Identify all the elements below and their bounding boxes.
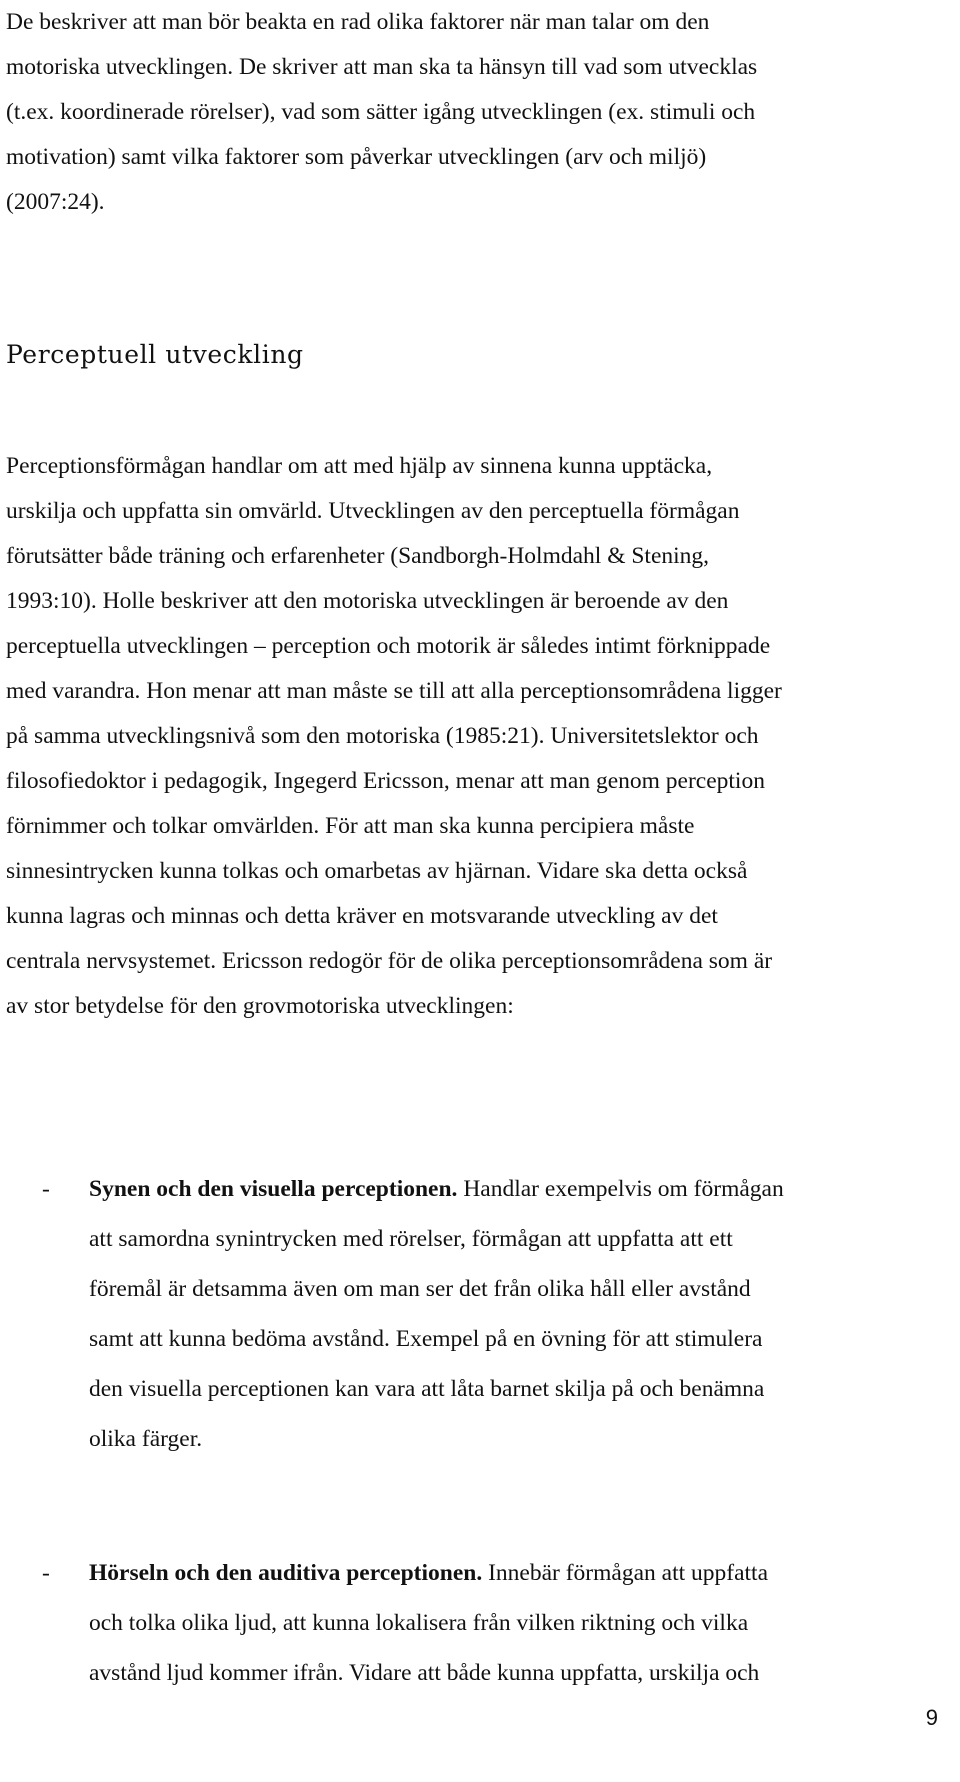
list-item-line: olika färger.	[89, 1426, 203, 1452]
main-line: sinnesintrycken kunna tolkas och omarbetas av hjärnan. Vidare ska detta också	[6, 858, 748, 884]
list-item-line: och tolka olika ljud, att kunna lokalisera från vilken riktning och vilka	[89, 1610, 749, 1636]
main-line: urskilja och uppfatta sin omvärld. Utvecklingen av den perceptuella förmågan	[6, 498, 740, 524]
list-item-auditory-perception	[6, 1548, 919, 1698]
list-item-line: avstånd ljud kommer ifrån. Vidare att både kunna uppfatta, urskilja och	[89, 1660, 760, 1686]
page-number: 9	[925, 1705, 938, 1730]
list-item-term: Hörseln och den auditiva perceptionen.	[89, 1560, 483, 1586]
main-line: på samma utvecklingsnivå som den motoriska (1985:21). Universitetslektor och	[6, 723, 759, 749]
list-item-term: Synen och den visuella perceptionen.	[89, 1176, 458, 1202]
section-heading: Perceptuell utveckling	[6, 340, 304, 369]
intro-line: De beskriver att man bör beakta en rad olika faktorer när man talar om den	[6, 9, 710, 35]
list-item-line: samt att kunna bedöma avstånd. Exempel på en övning för att stimulera	[89, 1326, 763, 1352]
list-item-text: Handlar exempelvis om förmågan	[457, 1176, 784, 1202]
list-dash: -	[42, 1560, 50, 1586]
main-line: Perceptionsförmågan handlar om att med hjälp av sinnena kunna upptäcka,	[6, 453, 713, 479]
list-item-visual-perception	[6, 1164, 919, 1464]
main-line: centrala nervsystemet. Ericsson redogör för de olika perceptionsområdena som är	[6, 948, 773, 974]
intro-line: (2007:24).	[6, 189, 105, 215]
intro-line: motivation) samt vilka faktorer som påverkar utvecklingen (arv och miljö)	[6, 144, 707, 170]
list-item-line: att samordna synintrycken med rörelser, förmågan att uppfatta att ett	[89, 1226, 733, 1252]
main-line: med varandra. Hon menar att man måste se till att alla perceptionsområdena ligger	[6, 678, 782, 704]
list-item-first-line	[89, 1548, 919, 1598]
main-line: perceptuella utvecklingen – perception och motorik är således intimt förknippade	[6, 633, 771, 659]
list-item-line: föremål är detsamma även om man ser det från olika håll eller avstånd	[89, 1276, 751, 1302]
main-line: förnimmer och tolkar omvärlden. För att man ska kunna percipiera måste	[6, 813, 695, 839]
list-item-line: den visuella perceptionen kan vara att låta barnet skilja på och benämna	[89, 1376, 765, 1402]
intro-line: motoriska utvecklingen. De skriver att man ska ta hänsyn till vad som utvecklas	[6, 54, 758, 80]
intro-paragraph	[6, 0, 918, 225]
list-item-first-line	[89, 1164, 919, 1214]
main-line: av stor betydelse för den grovmotoriska utvecklingen:	[6, 993, 514, 1019]
perception-list	[6, 1164, 954, 1782]
main-line: förutsätter både träning och erfarenheter (Sandborgh-Holmdahl & Stening,	[6, 543, 710, 569]
main-paragraph	[6, 444, 918, 1029]
main-line: kunna lagras och minnas och detta kräver en motsvarande utveckling av det	[6, 903, 718, 929]
list-item-text: Innebär förmågan att uppfatta	[482, 1560, 769, 1586]
main-line: 1993:10). Holle beskriver att den motoriska utvecklingen är beroende av den	[6, 588, 729, 614]
list-dash: -	[42, 1176, 50, 1202]
intro-line: (t.ex. koordinerade rörelser), vad som sätter igång utvecklingen (ex. stimuli och	[6, 99, 756, 125]
main-line: filosofiedoktor i pedagogik, Ingegerd Ericsson, menar att man genom perception	[6, 768, 765, 794]
